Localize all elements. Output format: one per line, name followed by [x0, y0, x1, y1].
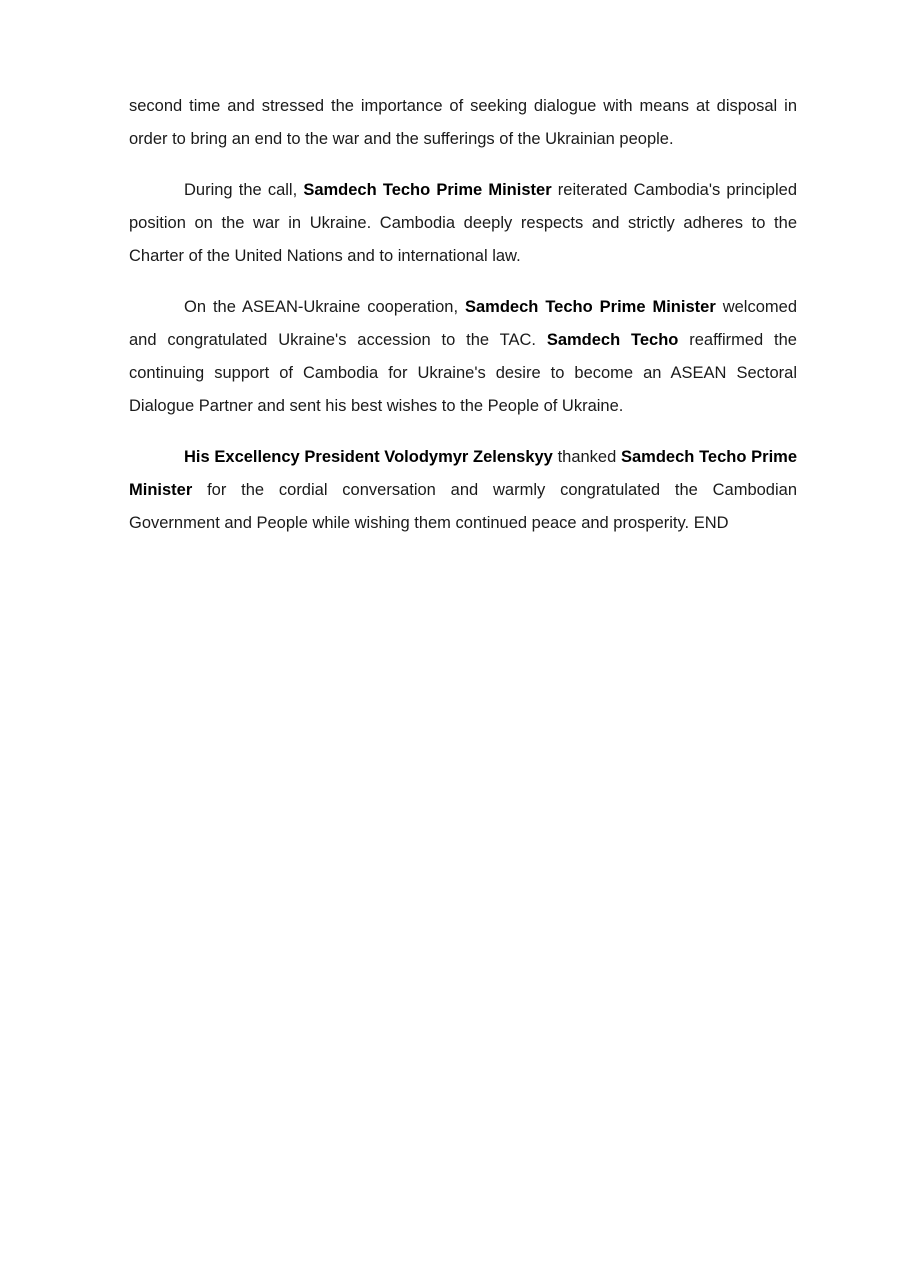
bold-name: Samdech Techo Prime Minister — [129, 448, 797, 499]
paragraph-text: second time and stressed the importance of seeking dialogue with means at disposal in order to bring an end to the war and the sufferings of the Ukrainian people. — [129, 97, 797, 148]
bold-name: Samdech Techo Prime Minister — [465, 298, 716, 316]
paragraph-text: reiterated Cambodia's principled position on the war in Ukraine. Cambodia deeply respects and strictly adheres to the Charter of the United Nations and to international law. — [129, 181, 797, 265]
bold-name: His Excellency President Volodymyr Zelenskyy — [184, 448, 553, 466]
paragraph-text: thanked — [552, 448, 621, 466]
bold-name: Samdech Techo — [546, 331, 679, 349]
paragraph-text: During the call, — [184, 181, 304, 199]
paragraph-asean-ukraine — [129, 291, 797, 423]
paragraph-text: for the cordial conversation and warmly congratulated the Cambodian Government and People while wishing them continued peace and prosperity. END — [129, 481, 797, 532]
paragraph-text: On the ASEAN-Ukraine cooperation, — [184, 298, 465, 316]
paragraph-text: welcomed and congratulated Ukraine's accession to the TAC. — [129, 298, 797, 349]
bold-name: Samdech Techo Prime Minister — [303, 181, 552, 199]
paragraph-text: reaffirmed the continuing support of Cambodia for Ukraine's desire to become an ASEAN Sectoral Dialogue Partner and sent his best wishes to the People of Ukraine. — [129, 331, 797, 415]
paragraph-zelenskyy-thanks — [129, 441, 797, 540]
document-body — [129, 90, 797, 558]
paragraph-position-on-war — [129, 174, 797, 273]
paragraph-dialogue — [129, 90, 797, 156]
